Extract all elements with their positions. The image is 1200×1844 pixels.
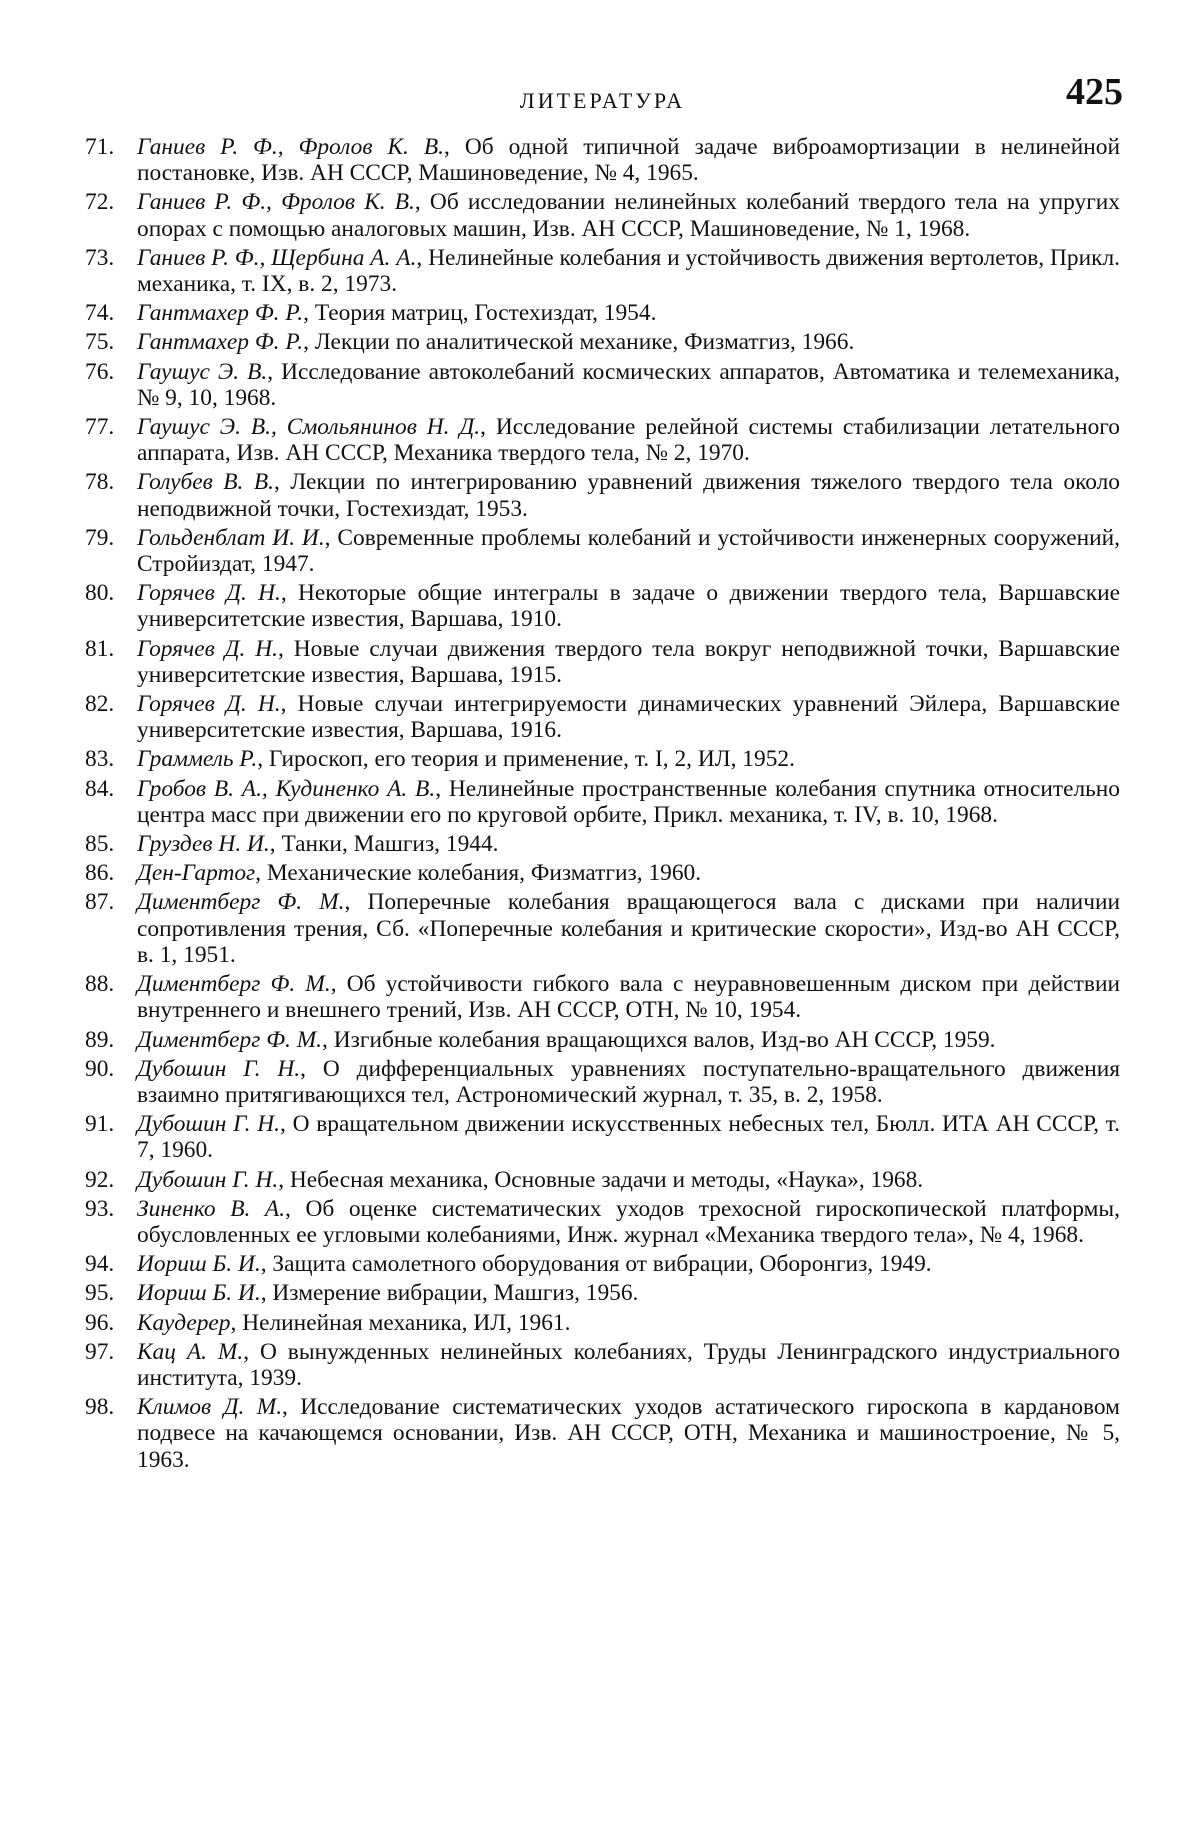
reference-text: , О вращательном движении искусственных небесных тел, Бюлл. ИТА АН СССР, т. 7, 1960. [137, 1111, 1120, 1164]
reference-authors: Диментберг Ф. М. [137, 971, 331, 998]
reference-entry [85, 831, 1120, 857]
reference-authors: Гаушус Э. В., Смольянинов Н. Д. [137, 414, 481, 441]
reference-number: 93. [85, 1195, 115, 1222]
running-title: ЛИТЕРАТУРА [519, 88, 686, 113]
reference-entry [85, 580, 1120, 632]
page-header [85, 70, 1123, 134]
reference-text: , Танки, Машгиз, 1944. [269, 831, 499, 858]
reference-number: 72. [85, 189, 115, 216]
reference-number: 91. [85, 1111, 115, 1138]
reference-authors: Дубошин Г. Н. [137, 1166, 279, 1193]
reference-entry [85, 1251, 1120, 1277]
reference-text: , Об устойчивости гибкого вала с неуравновешенным диском при действии внутреннего и внешнего трений, Изв. АН СССР, ОТН, № 10, 1954. [137, 971, 1120, 1024]
reference-authors: Ганиев Р. Ф., Фролов К. В. [137, 134, 445, 160]
reference-number: 89. [85, 1026, 115, 1053]
reference-entry [85, 971, 1120, 1023]
reference-entry [85, 329, 1120, 355]
reference-authors: Зиненко В. А. [137, 1195, 286, 1222]
reference-entry [85, 414, 1120, 466]
reference-number: 94. [85, 1251, 115, 1278]
reference-text: , Нелинейные колебания и устойчивость движения вертолетов, Прикл. механика, т. IX, в. 2, 1973. [137, 244, 1121, 298]
reference-authors: Горячев Д. Н. [137, 580, 281, 607]
reference-text: , Новые случаи движения твердого тела вокруг неподвижной точки, Варшавские университетские известия, Варшава, 1915. [137, 635, 1120, 688]
reference-text: , Об одной типичной задаче виброамортизации в нелинейной постановке, Изв. АН СССР, Машиноведение, № 4, 1965. [137, 134, 1120, 187]
reference-number: 84. [85, 775, 115, 802]
reference-number: 90. [85, 1055, 115, 1082]
reference-text: , Исследование автоколебаний космических аппаратов, Автоматика и телемеханика, № 9, 10, 1968. [137, 358, 1120, 411]
reference-number: 95. [85, 1280, 115, 1307]
reference-text: , О дифференциальных уравнениях поступательно-вращательного движения взаимно притягивающихся тел, Астрономический журнал, т. 35, в. 2, 1958. [137, 1055, 1121, 1108]
reference-number: 76. [85, 358, 115, 385]
reference-entry [85, 359, 1120, 411]
reference-authors: Горячев Д. Н. [137, 691, 281, 718]
reference-number: 92. [85, 1166, 115, 1193]
reference-text: , Защита самолетного оборудования от вибрации, Оборонгиз, 1949. [260, 1251, 932, 1278]
reference-authors: Климов Д. М. [137, 1394, 283, 1421]
reference-text: , Гироскоп, его теория и применение, т. I, 2, ИЛ, 1952. [257, 746, 795, 773]
reference-text: , Об оценке систематических уходов трехосной гироскопической платформы, обусловленных ее угловыми колебаниями, Инж. журнал «Механика твердого тела», № 4, 1968. [137, 1195, 1120, 1248]
reference-authors: Каудерер [137, 1309, 231, 1336]
reference-authors: Диментберг Ф. М. [137, 889, 345, 916]
reference-number: 74. [85, 300, 115, 327]
book-page [85, 70, 1123, 1476]
reference-authors: Иориш Б. И. [137, 1251, 261, 1278]
reference-number: 87. [85, 889, 115, 916]
reference-entry [85, 1280, 1120, 1306]
reference-authors: Диментберг Ф. М. [137, 1026, 323, 1053]
reference-entry [85, 1056, 1120, 1108]
reference-text: , Механические колебания, Физматгиз, 1960. [255, 860, 702, 887]
reference-authors: Ганиев Р. Ф., Фролов К. В. [137, 189, 415, 216]
reference-text: , Об исследовании нелинейных колебаний твердого тела на упругих опорах с помощью аналоговых машин, Изв. АН СССР, Машиноведение, № 1, 1968. [137, 189, 1120, 242]
reference-number: 79. [85, 524, 115, 551]
page-number: 425 [1066, 71, 1123, 113]
reference-entry [85, 889, 1120, 968]
reference-text: , Исследование релейной системы стабилизации летательного аппарата, Изв. АН СССР, Механика твердого тела, № 2, 1970. [137, 414, 1120, 467]
reference-number: 82. [85, 691, 115, 718]
reference-entry [85, 1111, 1120, 1163]
reference-entry [85, 860, 1120, 886]
reference-entry [85, 776, 1120, 828]
reference-text: , Современные проблемы колебаний и устойчивости инженерных сооружений, Стройиздат, 1947. [137, 524, 1120, 578]
reference-text: , Изгибные колебания вращающихся валов, Изд-во АН СССР, 1959. [322, 1026, 996, 1053]
reference-number: 83. [85, 746, 115, 773]
reference-entry [85, 1339, 1120, 1391]
reference-authors: Гантмахер Ф. Р. [137, 329, 304, 356]
reference-list [85, 134, 1120, 1473]
reference-text: , Измерение вибрации, Машгиз, 1956. [260, 1280, 639, 1307]
reference-text: , Поперечные колебания вращающегося вала с дисками при наличии сопротивления трения, Сб. «Поперечные колебания и критические скорости», Изд-во АН СССР, в. 1, 1951. [137, 889, 1120, 968]
reference-number: 71. [85, 134, 115, 160]
reference-authors: Дубошин Г. Н. [137, 1055, 301, 1082]
reference-entry [85, 746, 1120, 772]
reference-text: , Теория матриц, Гостехиздат, 1954. [303, 300, 657, 327]
reference-entry [85, 245, 1120, 297]
reference-entry [85, 525, 1120, 577]
reference-authors: Гробов В. А., Кудиненко А. В. [137, 775, 436, 802]
reference-number: 80. [85, 580, 115, 607]
reference-text: , Лекции по аналитической механике, Физматгиз, 1966. [303, 329, 855, 356]
reference-number: 86. [85, 860, 115, 887]
reference-entry [85, 189, 1120, 241]
reference-number: 73. [85, 244, 115, 271]
reference-authors: Гольденблат И. И. [137, 524, 325, 551]
reference-text: , Лекции по интегрированию уравнений движения тяжелого твердого тела около неподвижной точки, Гостехиздат, 1953. [137, 469, 1120, 522]
reference-entry [85, 636, 1120, 688]
reference-authors: Груздев Н. И. [137, 831, 270, 858]
reference-number: 75. [85, 329, 115, 356]
reference-authors: Голубев В. В. [137, 469, 274, 496]
reference-text: , Нелинейные пространственные колебания спутника относительно центра масс при движении его по круговой орбите, Прикл. механика, т. IV, в. 10, 1968. [137, 775, 1121, 828]
reference-text: , Нелинейная механика, ИЛ, 1961. [230, 1309, 571, 1336]
reference-entry [85, 300, 1120, 326]
reference-number: 85. [85, 831, 115, 858]
reference-number: 88. [85, 971, 115, 998]
reference-text: , Новые случаи интегрируемости динамических уравнений Эйлера, Варшавские университетские известия, Варшава, 1916. [137, 691, 1120, 744]
reference-number: 98. [85, 1394, 115, 1421]
reference-entry [85, 469, 1120, 521]
reference-number: 81. [85, 635, 115, 662]
reference-authors: Иориш Б. И. [137, 1280, 261, 1307]
reference-authors: Гаушус Э. В. [137, 358, 268, 385]
reference-authors: Ден-Гартог [137, 860, 256, 887]
reference-authors: Ганиев Р. Ф., Щербина А. А. [137, 244, 417, 271]
reference-authors: Дубошин Г. Н. [137, 1111, 280, 1138]
reference-text: , Исследование систематических уходов астатического гироскопа в кардановом подвесе на качающемся основании, Изв. АН СССР, ОТН, Механика и машиностроение, № 5, 1963. [137, 1394, 1120, 1473]
reference-authors: Гантмахер Ф. Р. [137, 300, 304, 327]
reference-entry [85, 691, 1120, 743]
reference-authors: Граммель Р. [137, 746, 258, 773]
reference-entry [85, 1167, 1120, 1193]
reference-text: , Некоторые общие интегралы в задаче о движении твердого тела, Варшавские университетские известия, Варшава, 1910. [137, 580, 1120, 633]
reference-authors: Горячев Д. Н. [137, 635, 279, 662]
reference-entry [85, 1310, 1120, 1336]
reference-entry [85, 1027, 1120, 1053]
reference-text: , Небесная механика, Основные задачи и методы, «Наука», 1968. [278, 1166, 924, 1193]
reference-number: 77. [85, 414, 115, 441]
reference-authors: Кац А. М. [137, 1338, 244, 1365]
reference-number: 96. [85, 1309, 115, 1336]
reference-entry [85, 134, 1120, 186]
reference-entry [85, 1196, 1120, 1248]
reference-entry [85, 1394, 1120, 1473]
reference-number: 78. [85, 469, 115, 496]
reference-text: , О вынужденных нелинейных колебаниях, Труды Ленинградского индустриального института, 1939. [137, 1338, 1120, 1391]
reference-number: 97. [85, 1338, 115, 1365]
